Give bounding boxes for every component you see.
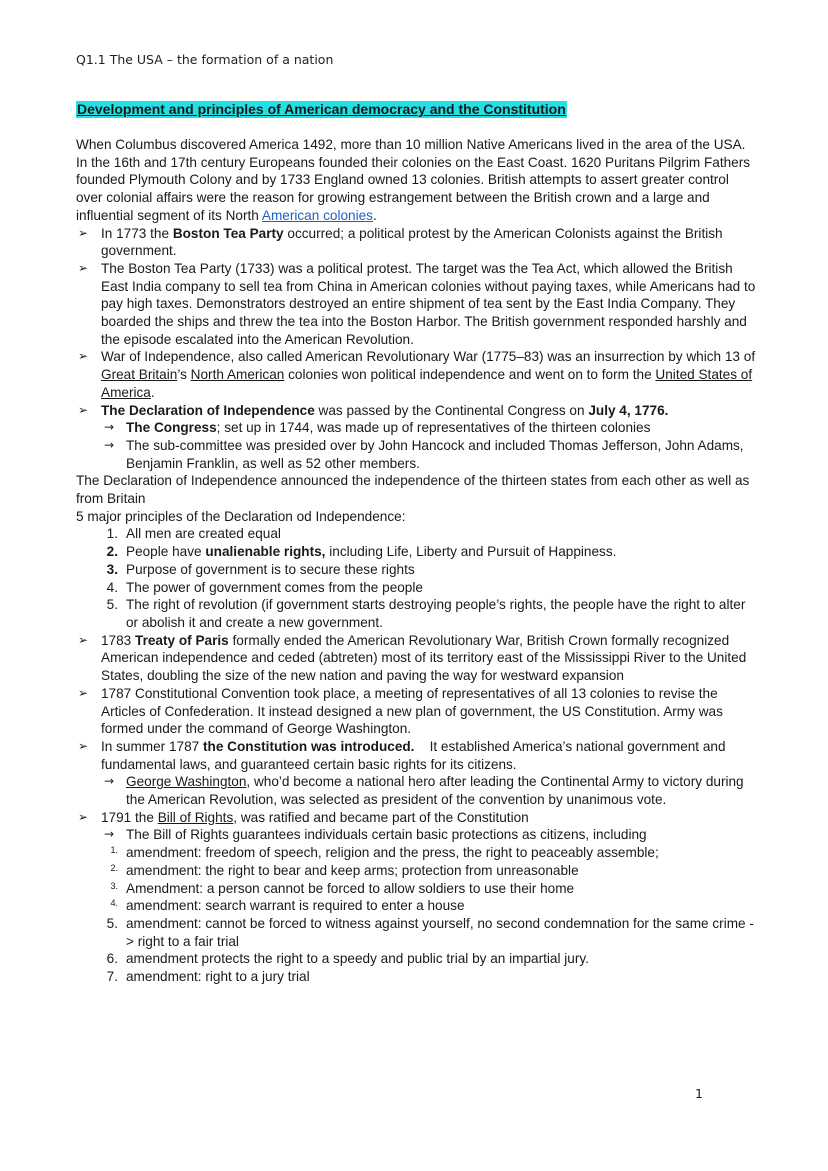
list-number: 2. [106,544,118,560]
intro-text: When Columbus discovered America 1492, more than 10 million Native Americans lived in the area of the USA. In the 16th and 17th century Europeans founded their colonies on the East Coast. 1620 Puritans Pilgrim Fathers founded Plymouth Colony and by 1733 England owned 13 colonies. British attempts to assert greater control over colonial affairs were the reason for growing estrangement between the British crown and a large and influential segment of its North [76,137,751,223]
text: In 1773 the [101,225,173,241]
arrow-icon: → [104,827,115,842]
bullet-tea-act: ➢ The Boston Tea Party (1733) was a political protest. The target was the Tea Act, which allowed the British East India company to sell tea from China in American colonies without paying taxes, while Americans had to pay high taxes. Demonstrators destroyed an entire shipment of tea sent by the East India Company. They boarded the ships and threw the tea into the Boston Harbor. The British government responded harshly and the episode escalated into the American Revolution. [76,260,756,349]
text: It established America’s national government and fundamental laws, and guaranteed certain basic rights for its citizens. [101,738,730,772]
bill-of-rights-link[interactable]: Bill of Rights [157,809,234,825]
arrow-item-subcommittee [76,437,756,472]
list-number: 2. [110,862,118,873]
list-number: 1. [110,845,118,856]
text: Amendment: a person cannot be forced to allow soldiers to use their home [126,880,575,896]
declaration-paragraph: The Declaration of Independence announced the independence of the thirteen states from each other as well as from Britain [76,473,750,507]
text: amendment: cannot be forced to witness against yourself, no second condemnation for the same crime -> right to a fair trial [126,915,754,949]
amendment-item [76,968,756,986]
page-header: Q1.1 The USA – the formation of a nation [76,52,334,67]
text: amendment: freedom of speech, religion and the press, the right to peaceably assemble; [126,845,659,861]
arrow-item-washington [76,773,756,808]
text: ; set up in 1744, was made up of representatives of the thirteen colonies [216,420,651,436]
intro-paragraph [76,136,756,225]
arrow-icon: → [104,420,115,435]
text: In summer 1787 [101,738,203,754]
principles-intro: 5 major principles of the Declaration od Independence: [76,508,406,524]
bullet-boston-tea-party [76,225,756,260]
text: amendment: search warrant is required to enter a house [126,898,465,914]
american-colonies-link[interactable]: American colonies [261,207,373,223]
text: , who’d become a national hero after leading the Continental Army to victory during the American Revolution, was selected as president of the convention by unanimous vote. [126,774,744,808]
list-number: 5. [106,915,118,931]
list-number: 1. [106,526,118,542]
arrow-item-congress [76,419,756,437]
text: War of Independence, also called American Revolutionary War (1775–83) was an insurrection by which 13 of [101,349,756,365]
intro-end: . [372,207,377,223]
list-number: 6. [106,951,118,967]
great-britain-link[interactable]: Great Britain [101,367,178,383]
list-number: 3. [106,561,118,577]
arrow-icon: → [104,437,115,452]
text: amendment: right to a jury trial [126,969,310,985]
amendment-item [76,950,756,968]
arrow-icon: → [104,774,115,789]
text: 1791 the [101,809,158,825]
text: The power of government comes from the people [126,579,423,595]
text: amendment: the right to bear and keep arms; protection from unreasonable [126,862,579,878]
bullet-war-of-independence [76,348,756,401]
principle-item [76,525,756,543]
amendment-item [76,880,756,898]
bold-text: The Declaration of Independence [101,402,315,418]
text: occurred; a political protest by the American Colonists against the British government. [101,225,723,259]
bold-date: July 4, 1776. [588,402,669,418]
usa-link[interactable]: United States of America [101,367,753,400]
amendment-item [76,915,756,950]
amendment-item [76,844,756,862]
text: , was ratified and became part of the Constitution [233,809,529,825]
bullet-constitution [76,738,756,773]
bold-text: the Constitution was introduced. [203,738,415,754]
amendment-item [76,897,756,915]
text: colonies won political independence and went on to form the [284,367,656,383]
principle-item [76,561,756,579]
bullet-bill-of-rights [76,809,756,827]
text: The right of revolution (if government starts destroying people’s rights, the people have the right to alter or abolish it and create a new government. [126,597,746,630]
bold-text: unalienable rights, [205,544,326,560]
george-washington-link[interactable]: George Washington [126,774,247,790]
section-heading: Development and principles of American democracy and the Constitution [77,101,566,117]
text: Purpose of government is to secure these rights [126,561,415,577]
text: including Life, Liberty and Pursuit of Happiness. [325,544,617,560]
text: People have [126,544,206,560]
list-number: 5. [106,597,118,613]
list-number: 4. [110,898,118,909]
bullet-constitutional-convention: ➢ 1787 Constitutional Convention took place, a meeting of representatives of all 13 colonies to revise the Articles of Confederation. It instead designed a new plan of government, the US Constitution. Army was formed under the command of George Washington. [76,685,756,738]
text: amendment protects the right to a speedy and public trial by an impartial jury. [126,951,589,967]
list-number: 3. [110,880,118,891]
principle-item [76,543,756,561]
principle-item [76,579,756,597]
bold-text: Boston Tea Party [172,225,284,241]
principle-item [76,596,756,631]
text: The sub-committee was presided over by John Hancock and included Thomas Jefferson, John Adams, Benjamin Franklin, as well as 52 other members. [126,437,744,471]
text: The Bill of Rights guarantees individuals certain basic protections as citizens, including [126,827,647,843]
bullet-declaration [76,402,756,420]
north-american-link[interactable]: North American [190,367,285,383]
list-number: 7. [106,969,118,985]
arrow-item-bill-of-rights [76,826,756,844]
document-body [76,136,756,986]
text: All men are created equal [126,526,281,542]
page-number: 1 [695,1086,703,1101]
bold-text: The Congress [126,420,217,436]
list-number: 4. [106,579,118,595]
text: 1783 [101,632,136,648]
text: ’s [177,367,191,383]
text: formally ended the American Revolutionary War, British Crown formally recognized American independence and ceded (abtreten) most of its territory east of the Mississippi River to the United States, doubling the size of the new nation and paving the way for westward expansion [101,632,747,684]
bullet-treaty-of-paris [76,632,756,685]
bold-text: Treaty of Paris [135,632,229,648]
text: was passed by the Continental Congress on [314,402,589,418]
text: . [150,384,155,400]
amendment-item [76,862,756,880]
